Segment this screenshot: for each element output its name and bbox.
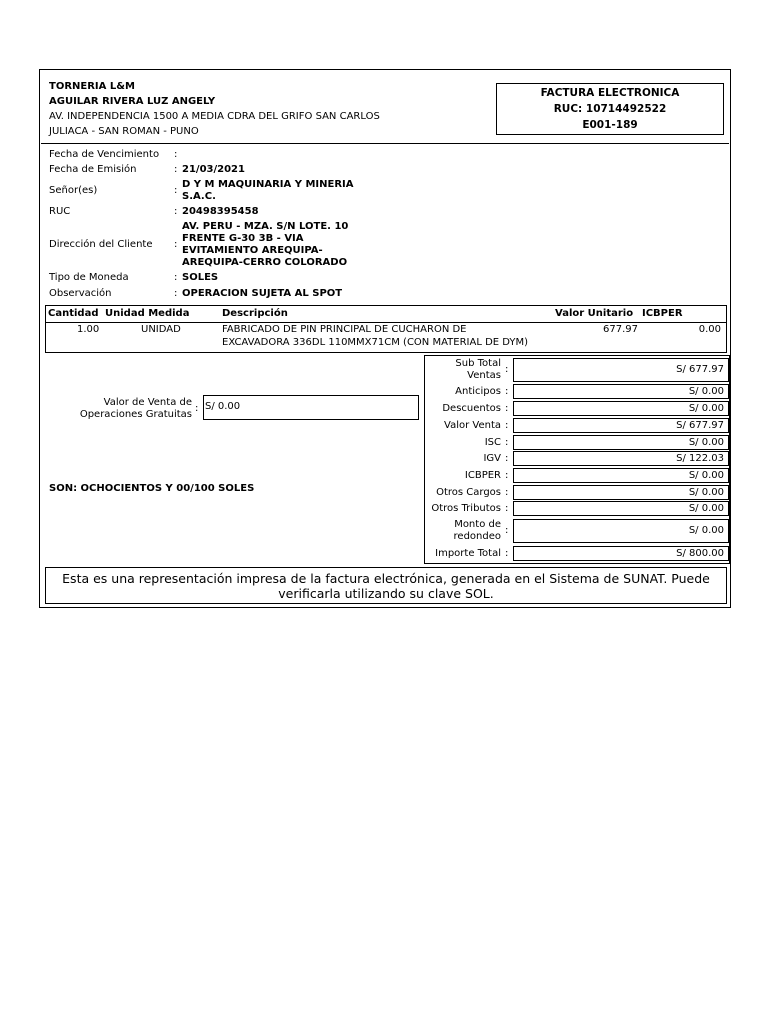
header-divider xyxy=(41,143,729,144)
importe-value: S/ 800.00 xyxy=(513,546,729,561)
senor-colon: : xyxy=(174,185,178,196)
direccion-value-3: EVITAMIENTO AREQUIPA- xyxy=(182,245,323,256)
anticipos-colon: : xyxy=(505,386,509,397)
igv-colon: : xyxy=(505,453,509,464)
gratuitas-colon: : xyxy=(195,403,199,414)
importe-label: Importe Total xyxy=(435,548,501,559)
igv-value: S/ 122.03 xyxy=(513,451,729,466)
observacion-colon: : xyxy=(174,288,178,299)
sunat-notice-line-2: verificarla utilizando su clave SOL. xyxy=(278,586,494,601)
row-valor-unitario: 677.97 xyxy=(603,324,638,335)
sunat-notice xyxy=(45,567,727,604)
header-valor-unitario: Valor Unitario xyxy=(555,308,634,319)
gratuitas-label-1: Valor de Venta de xyxy=(103,397,192,408)
direccion-value-4: AREQUIPA-CERRO COLORADO xyxy=(182,257,348,268)
gratuitas-value: S/ 0.00 xyxy=(203,395,419,420)
row-descripcion-1: FABRICADO DE PIN PRINCIPAL DE CUCHARON DE xyxy=(222,324,467,335)
otros-tributos-label: Otros Tributos xyxy=(431,503,501,514)
subtotal-label-2: Ventas xyxy=(467,370,501,381)
emision-label: Fecha de Emisión xyxy=(49,164,137,175)
invoice-page xyxy=(39,69,731,608)
header-unidad: Unidad Medida xyxy=(105,308,190,319)
direccion-label: Dirección del Cliente xyxy=(49,239,153,250)
items-table xyxy=(45,305,727,353)
emision-value: 21/03/2021 xyxy=(182,164,245,175)
importe-colon: : xyxy=(505,548,509,559)
ruc-value: 20498395458 xyxy=(182,206,259,217)
subtotal-label-1: Sub Total xyxy=(455,358,501,369)
document-ruc: RUC: 10714492522 xyxy=(553,103,667,115)
emision-colon: : xyxy=(174,164,178,175)
document-number: E001-189 xyxy=(582,119,638,131)
descuentos-label: Descuentos xyxy=(442,403,501,414)
icbper-label: ICBPER xyxy=(464,470,501,481)
otros-tributos-colon: : xyxy=(505,503,509,514)
senor-label: Señor(es) xyxy=(49,185,98,196)
otros-cargos-value: S/ 0.00 xyxy=(513,485,729,500)
amount-in-words: SON: OCHOCIENTOS Y 00/100 SOLES xyxy=(49,483,255,494)
direccion-value-2: FRENTE G-30 3B - VIA xyxy=(182,233,304,244)
redondeo-label-1: Monto de xyxy=(454,519,501,530)
issuer-address: AV. INDEPENDENCIA 1500 A MEDIA CDRA DEL GRIFO SAN CARLOS xyxy=(49,111,380,122)
otros-cargos-colon: : xyxy=(505,487,509,498)
direccion-value-1: AV. PERU - MZA. S/N LOTE. 10 xyxy=(182,221,349,232)
valor-venta-label: Valor Venta xyxy=(444,420,501,431)
observacion-value: OPERACION SUJETA AL SPOT xyxy=(182,288,343,299)
header-descripcion: Descripción xyxy=(222,308,288,319)
redondeo-value: S/ 0.00 xyxy=(513,519,729,543)
anticipos-label: Anticipos xyxy=(455,386,501,397)
senor-value-1: D Y M MAQUINARIA Y MINERIA xyxy=(182,179,354,190)
header-icbper: ICBPER xyxy=(642,308,683,319)
isc-label: ISC xyxy=(484,437,501,448)
isc-value: S/ 0.00 xyxy=(513,435,729,450)
observacion-label: Observación xyxy=(49,288,112,299)
icbper-value: S/ 0.00 xyxy=(513,468,729,483)
igv-label: IGV xyxy=(483,453,501,464)
redondeo-colon: : xyxy=(505,525,509,536)
moneda-colon: : xyxy=(174,272,178,283)
direccion-colon: : xyxy=(174,239,178,250)
redondeo-label-2: redondeo xyxy=(453,531,501,542)
otros-cargos-label: Otros Cargos xyxy=(436,487,501,498)
ruc-colon: : xyxy=(174,206,178,217)
redondeo-label xyxy=(454,519,501,543)
totals-panel xyxy=(424,355,730,564)
ruc-label: RUC xyxy=(49,206,71,217)
row-cantidad: 1.00 xyxy=(77,324,100,335)
issuer-city: JULIACA - SAN ROMAN - PUNO xyxy=(49,126,199,137)
descuentos-colon: : xyxy=(505,403,509,414)
vencimiento-colon: : xyxy=(174,149,178,160)
row-unidad: UNIDAD xyxy=(141,324,181,335)
moneda-label: Tipo de Moneda xyxy=(49,272,129,283)
moneda-value: SOLES xyxy=(182,272,219,283)
otros-tributos-value: S/ 0.00 xyxy=(513,501,729,516)
valor-venta-colon: : xyxy=(505,420,509,431)
valor-venta-value: S/ 677.97 xyxy=(513,418,729,433)
senor-value-2: S.A.C. xyxy=(182,191,216,202)
issuer-owner: AGUILAR RIVERA LUZ ANGELY xyxy=(49,96,216,107)
row-descripcion-2: EXCAVADORA 336DL 110MMX71CM (CON MATERIAL DE DYM) xyxy=(222,337,529,348)
sunat-notice-line-1: Esta es una representación impresa de la factura electrónica, generada en el Sistema de SUNAT. Puede xyxy=(62,571,710,586)
isc-colon: : xyxy=(505,437,509,448)
document-id-box xyxy=(496,83,724,135)
vencimiento-label: Fecha de Vencimiento xyxy=(49,149,160,160)
anticipos-value: S/ 0.00 xyxy=(513,384,729,399)
document-type: FACTURA ELECTRONICA xyxy=(540,87,680,99)
subtotal-value: S/ 677.97 xyxy=(513,358,729,382)
icbper-colon: : xyxy=(505,470,509,481)
subtotal-colon: : xyxy=(505,364,509,375)
gratuitas-label-2: Operaciones Gratuitas xyxy=(79,409,192,420)
row-icbper: 0.00 xyxy=(698,324,721,335)
gratuitas-label xyxy=(62,397,192,421)
subtotal-label xyxy=(455,358,501,382)
descuentos-value: S/ 0.00 xyxy=(513,401,729,416)
header-cantidad: Cantidad xyxy=(48,308,99,319)
items-header-row xyxy=(46,306,726,323)
issuer-name: TORNERIA L&M xyxy=(49,81,135,92)
